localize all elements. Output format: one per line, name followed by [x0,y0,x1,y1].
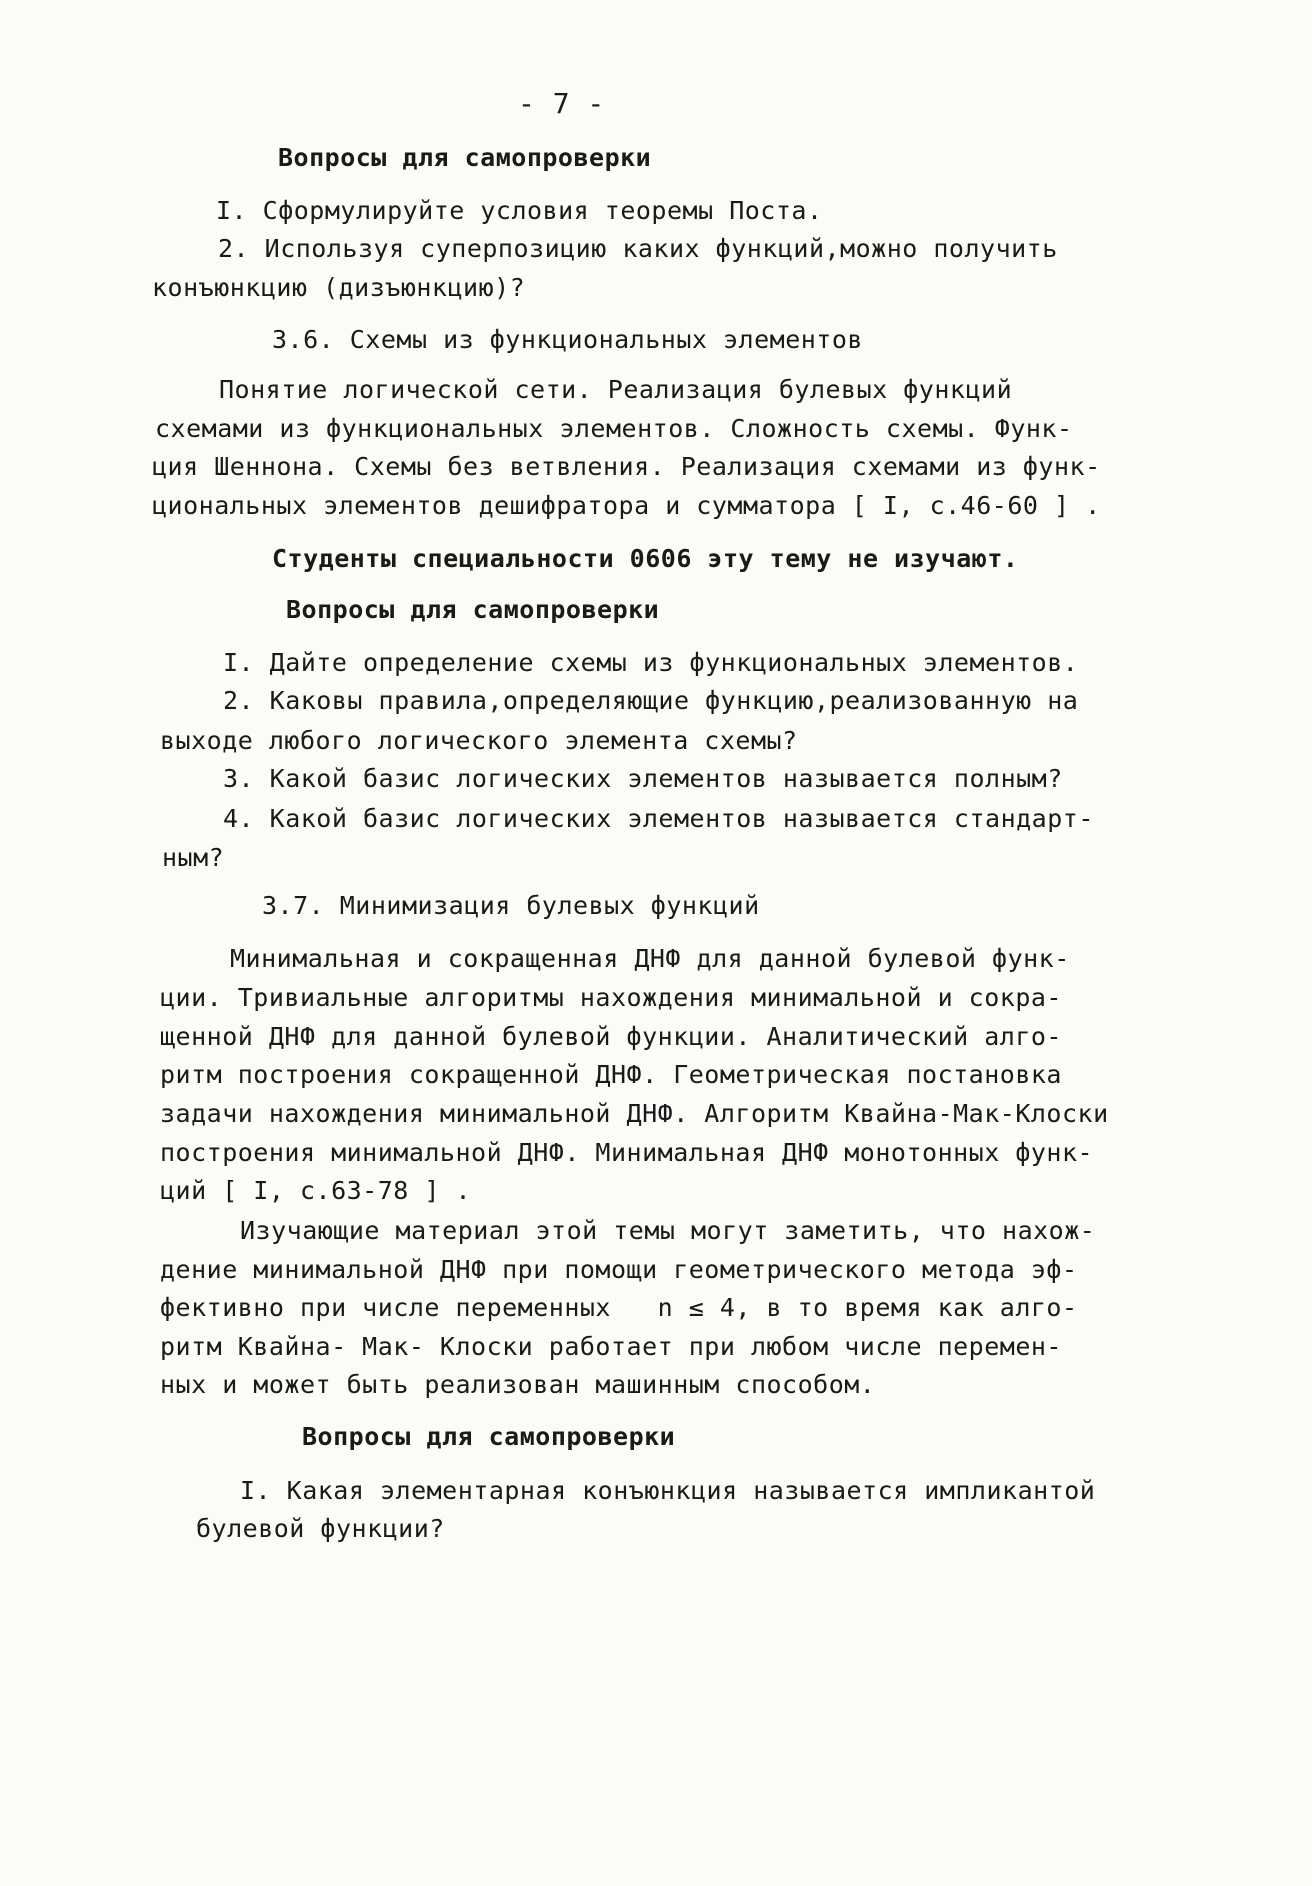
section-heading: Вопросы для самопроверки [278,143,652,172]
page-number: - 7 - [518,87,605,120]
question-1: I. Дайте определение схемы из функциональных элементов. [223,648,1079,677]
section-title-3-6: 3.6. Схемы из функциональных элементов [272,325,863,354]
paragraph-line: дение минимальной ДНФ при помощи геометрического метода эф- [160,1255,1078,1284]
paragraph-line: циональных элементов дешифратора и сумматора [ I, с.46-60 ] . [152,491,1101,520]
section-title-3-7: 3.7. Минимизация булевых функций [262,891,760,920]
paragraph-line: ции. Тривиальные алгоритмы нахождения минимальной и сокра- [160,983,1062,1012]
paragraph-line: Изучающие материал этой темы могут заметить, что нахож- [240,1216,1096,1245]
paragraph-line: задачи нахождения минимальной ДНФ. Алгоритм Квайна-Мак-Клоски [160,1099,1109,1128]
paragraph-line: построения минимальной ДНФ. Минимальная ДНФ монотонных функ- [160,1138,1094,1167]
paragraph-line: ция Шеннона. Схемы без ветвления. Реализация схемами из функ- [152,452,1101,481]
question-1-line-2: булевой функции? [196,1514,445,1543]
paragraph-line: ных и может быть реализован машинным способом. [160,1370,876,1399]
section-heading: Вопросы для самопроверки [286,595,660,624]
question-2-line-2: выходе любого логического элемента схемы? [160,726,798,755]
question-3: 3. Какой базис логических элементов называется полным? [223,764,1063,793]
paragraph-line: Минимальная и сокращенная ДНФ для данной булевой функ- [230,944,1070,973]
paragraph-line: ритм Квайна- Мак- Клоски работает при любом числе перемен- [160,1332,1062,1361]
paragraph-line: фективно при числе переменных n ≤ 4, в то время как алго- [160,1293,1078,1322]
paragraph-line: схемами из функциональных элементов. Сложность схемы. Функ- [155,414,1073,443]
question-4-line-2: ным? [162,843,225,872]
paragraph-line: щенной ДНФ для данной булевой функции. Аналитический алго- [160,1022,1062,1051]
question-2-line-1: 2. Каковы правила,определяющие функцию,реализованную на [223,686,1079,715]
paragraph-line: ций [ I, с.63-78 ] . [160,1176,472,1205]
question-2-line-2: конъюнкцию (дизъюнкцию)? [152,273,526,302]
note-text: Студенты специальности 0606 эту тему не изучают. [272,544,1019,573]
question-1-line-1: I. Какая элементарная конъюнкция называется импликантой [240,1476,1096,1505]
question-2-line-1: 2. Используя суперпозицию каких функций,можно получить [218,234,1058,263]
paragraph-line: Понятие логической сети. Реализация булевых функций [219,375,1013,404]
question-1: I. Сформулируйте условия теоремы Поста. [216,196,823,225]
paragraph-line: ритм построения сокращенной ДНФ. Геометрическая постановка [160,1060,1062,1089]
question-4-line-1: 4. Какой базис логических элементов называется стандарт- [223,804,1094,833]
section-heading: Вопросы для самопроверки [302,1422,676,1451]
